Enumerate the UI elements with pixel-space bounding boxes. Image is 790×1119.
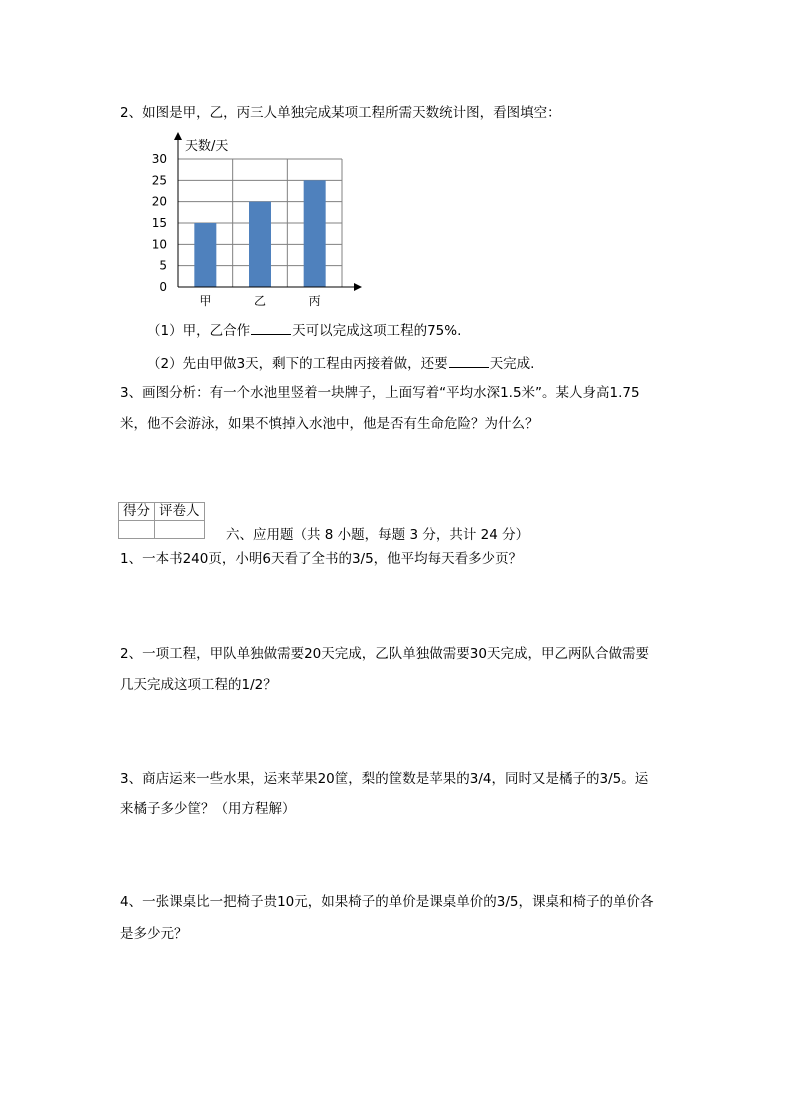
grader-cell[interactable] (155, 521, 205, 539)
sub-question-2-prefix: （2）先由甲做3天，剩下的工程由丙接着做，还要 (147, 356, 448, 372)
sub-question-1-prefix: （1）甲，乙合作 (147, 323, 251, 339)
chart-question-intro: 2、如图是甲，乙，丙三人单独完成某项工程所需天数统计图，看图填空： (120, 105, 561, 121)
y-tick-label: 20 (151, 194, 167, 209)
answer-blank-2[interactable] (449, 353, 489, 368)
sub-question-2 (147, 353, 534, 374)
app-question-1: 1、一本书240页，小明6天看了全书的3/5，他平均每天看多少页？ (120, 551, 523, 567)
bar-1 (194, 223, 216, 287)
score-cell[interactable] (119, 521, 155, 539)
app-question-2-line-1: 2、一项工程，甲队单独做需要20天完成，乙队单独做需要30天完成，甲乙两队合做需要 (120, 646, 649, 662)
grader-header: 评卷人 (155, 503, 205, 521)
y-tick-label: 15 (151, 216, 167, 230)
section-6-title: 六、应用题（共 8 小题，每题 3 分，共计 24 分） (226, 527, 530, 543)
sub-question-2-suffix: 天完成. (489, 356, 535, 372)
y-tick-label: 5 (159, 258, 167, 273)
question-3-line-2: 米，他不会游泳，如果不慎掉入水池中，他是否有生命危险？为什么？ (120, 416, 539, 432)
y-axis-label: 天数/天 (185, 139, 229, 154)
score-table (118, 502, 205, 539)
x-tick-label: 乙 (253, 294, 267, 308)
answer-blank-1[interactable] (251, 320, 291, 335)
bar-3 (304, 180, 326, 287)
app-question-4-line-2: 是多少元？ (120, 926, 188, 942)
x-tick-label: 甲 (199, 294, 212, 308)
app-question-3-line-2: 来橘子多少筐？（用方程解） (120, 801, 296, 817)
y-tick-label: 0 (159, 280, 167, 294)
app-question-3-line-1: 3、商店运来一些水果，运来苹果20筐，梨的筐数是苹果的3/4，同时又是橘子的3/5。运 (120, 771, 649, 787)
y-axis-arrow-icon (174, 132, 182, 140)
question-3-line-1: 3、画图分析：有一个水池里竖着一块牌子，上面写着“平均水深1.5米”。某人身高1.75 (120, 385, 640, 401)
app-question-2-line-2: 几天完成这项工程的1/2？ (120, 677, 277, 693)
score-header: 得分 (119, 503, 155, 521)
sub-question-1 (147, 320, 461, 341)
y-tick-label: 30 (151, 152, 167, 166)
x-tick-label: 丙 (308, 294, 321, 308)
sub-question-1-suffix: 天可以完成这项工程的75%. (292, 323, 462, 339)
app-question-4-line-1: 4、一张课桌比一把椅子贵10元，如果椅子的单价是课桌单价的3/5，课桌和椅子的单价各 (120, 894, 654, 910)
bar-chart (140, 130, 380, 315)
chart-bars (194, 180, 325, 287)
x-axis-arrow-icon (354, 283, 362, 291)
y-tick-label: 25 (151, 173, 167, 188)
bar-2 (249, 202, 271, 287)
chart-tick-labels (152, 152, 321, 308)
y-tick-label: 10 (151, 237, 167, 252)
